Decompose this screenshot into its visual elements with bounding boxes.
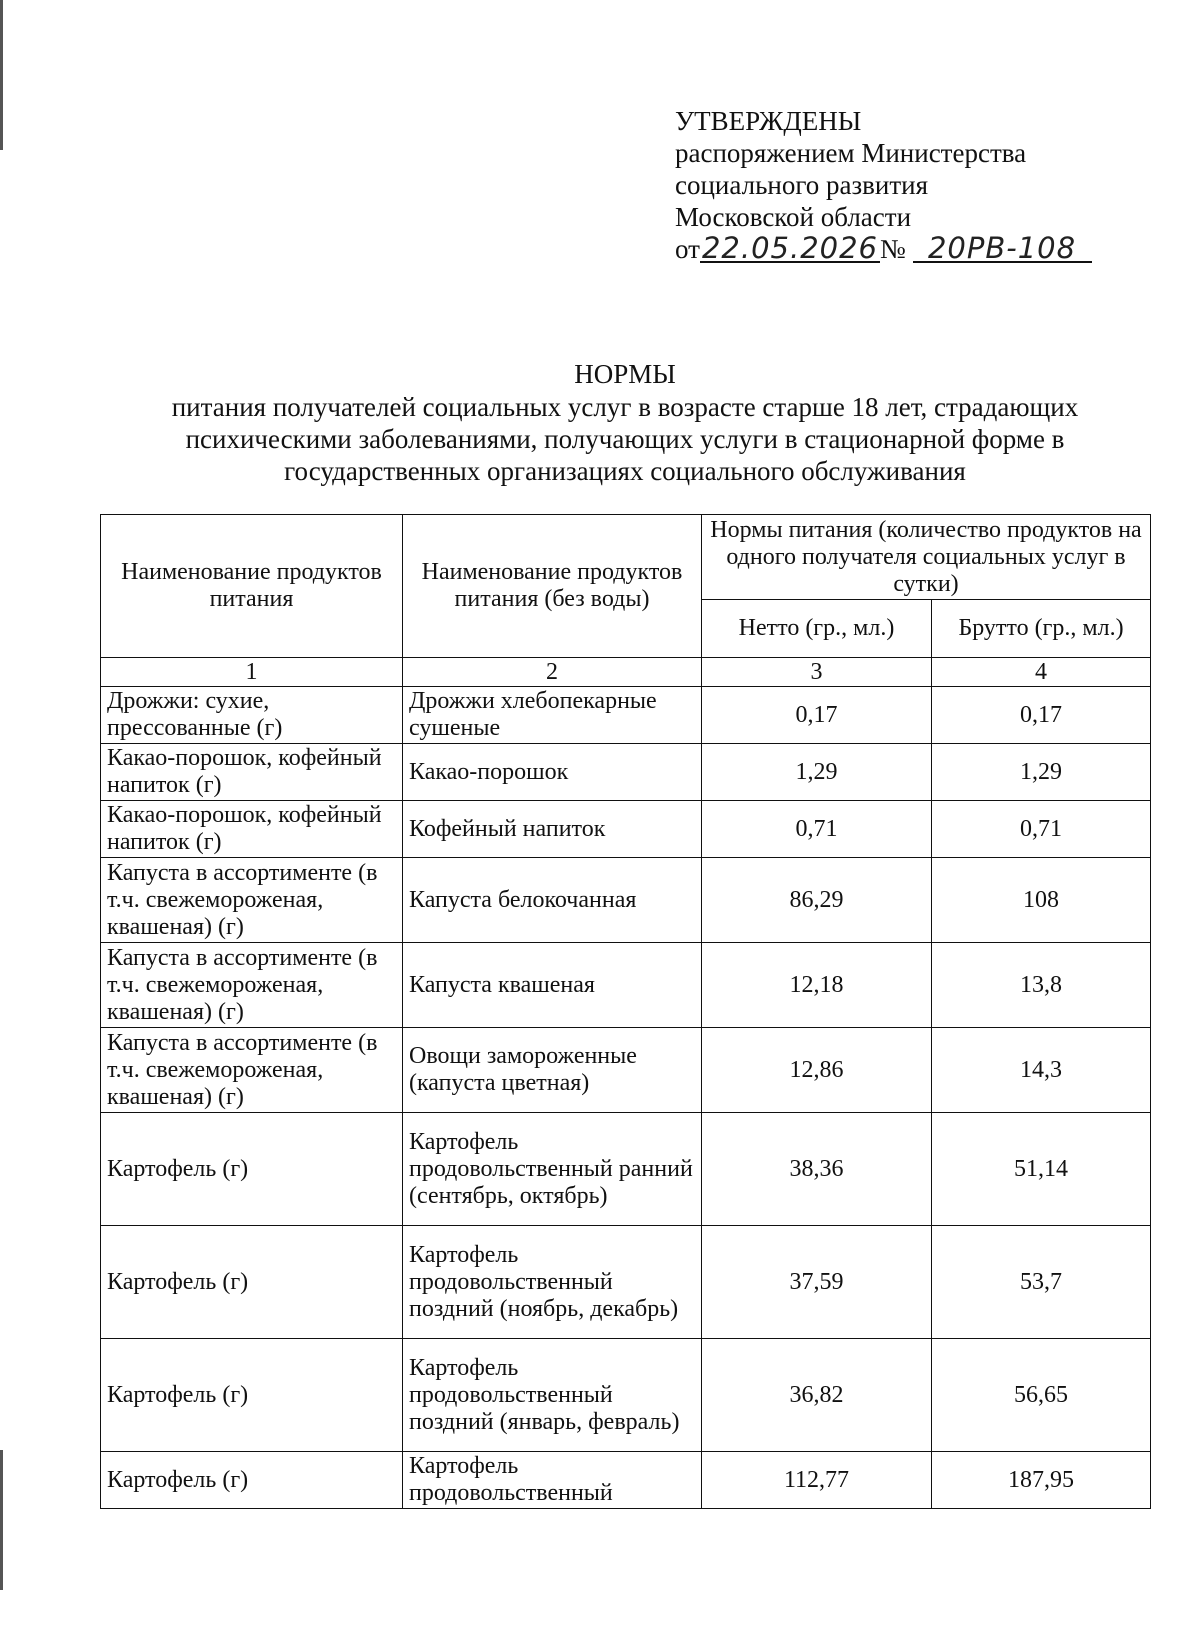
approval-line: распоряжением Министерства bbox=[675, 138, 1027, 168]
cell-netto: 12,18 bbox=[702, 943, 932, 1028]
cell-netto: 112,77 bbox=[702, 1452, 932, 1509]
table-row bbox=[101, 1028, 1151, 1113]
cell-brutto: 13,8 bbox=[932, 943, 1151, 1028]
cell-brutto: 1,29 bbox=[932, 744, 1151, 801]
cell-product-name: Картофель продовольственный поздний (январь, февраль) bbox=[403, 1339, 702, 1452]
handwritten-number: 20РВ-108 bbox=[913, 235, 1092, 263]
header-product-group: Наименование продуктов питания bbox=[101, 515, 403, 658]
scan-edge-mark bbox=[0, 0, 3, 150]
cell-product-name: Картофель продовольственный поздний (ноябрь, декабрь) bbox=[403, 1226, 702, 1339]
column-number-row bbox=[101, 658, 1151, 687]
cell-product-group: Капуста в ассортименте (в т.ч. свежемороженая, квашеная) (г) bbox=[101, 1028, 403, 1113]
cell-brutto: 14,3 bbox=[932, 1028, 1151, 1113]
approval-line: Московской области bbox=[675, 202, 912, 232]
table-row bbox=[101, 801, 1151, 858]
cell-netto: 37,59 bbox=[702, 1226, 932, 1339]
table-row bbox=[101, 1452, 1151, 1509]
cell-netto: 38,36 bbox=[702, 1113, 932, 1226]
cell-brutto: 108 bbox=[932, 858, 1151, 943]
cell-product-name: Картофель продовольственный ранний (сентябрь, октябрь) bbox=[403, 1113, 702, 1226]
cell-brutto: 56,65 bbox=[932, 1339, 1151, 1452]
cell-netto: 0,71 bbox=[702, 801, 932, 858]
scan-edge-mark bbox=[0, 1450, 3, 1590]
cell-brutto: 51,14 bbox=[932, 1113, 1151, 1226]
header-netto: Нетто (гр., мл.) bbox=[702, 600, 932, 658]
cell-product-name: Картофель продовольственный bbox=[403, 1452, 702, 1509]
column-number: 2 bbox=[403, 658, 702, 687]
document-title: НОРМЫ bbox=[574, 359, 676, 389]
table-row bbox=[101, 1339, 1151, 1452]
approval-stamp-block bbox=[675, 105, 1092, 265]
cell-brutto: 187,95 bbox=[932, 1452, 1151, 1509]
cell-product-group: Картофель (г) bbox=[101, 1339, 403, 1452]
header-product-name: Наименование продуктов питания (без воды) bbox=[403, 515, 702, 658]
cell-netto: 86,29 bbox=[702, 858, 932, 943]
document-title-block bbox=[100, 358, 1150, 487]
cell-netto: 1,29 bbox=[702, 744, 932, 801]
cell-product-group: Какао-порошок, кофейный напиток (г) bbox=[101, 801, 403, 858]
cell-product-group: Картофель (г) bbox=[101, 1226, 403, 1339]
number-sign: № bbox=[880, 234, 906, 264]
document-subtitle-line: психическими заболеваниями, получающих услуги в стационарной форме в bbox=[185, 424, 1065, 454]
table-row bbox=[101, 943, 1151, 1028]
header-norms: Нормы питания (количество продуктов на одного получателя социальных услуг в сутки) bbox=[702, 515, 1151, 600]
cell-product-name: Кофейный напиток bbox=[403, 801, 702, 858]
cell-product-name: Капуста квашеная bbox=[403, 943, 702, 1028]
handwritten-date: 22.05.2026 bbox=[701, 231, 878, 265]
table-row bbox=[101, 687, 1151, 744]
cell-product-group: Дрожжи: сухие, прессованные (г) bbox=[101, 687, 403, 744]
column-number: 4 bbox=[932, 658, 1151, 687]
cell-product-group: Какао-порошок, кофейный напиток (г) bbox=[101, 744, 403, 801]
table-header-row bbox=[101, 515, 1151, 600]
approval-heading: УТВЕРЖДЕНЫ bbox=[675, 106, 862, 136]
cell-product-name: Овощи замороженные (капуста цветная) bbox=[403, 1028, 702, 1113]
cell-brutto: 0,71 bbox=[932, 801, 1151, 858]
table-row bbox=[101, 858, 1151, 943]
table-row bbox=[101, 1113, 1151, 1226]
approval-date-line bbox=[675, 233, 1092, 265]
document-subtitle-line: питания получателей социальных услуг в возрасте старше 18 лет, страдающих bbox=[171, 392, 1079, 422]
cell-brutto: 0,17 bbox=[932, 687, 1151, 744]
approval-line: социального развития bbox=[675, 170, 929, 200]
column-number: 3 bbox=[702, 658, 932, 687]
nutrition-norms-table bbox=[100, 514, 1151, 1509]
cell-brutto: 53,7 bbox=[932, 1226, 1151, 1339]
cell-product-group: Картофель (г) bbox=[101, 1452, 403, 1509]
header-brutto: Брутто (гр., мл.) bbox=[932, 600, 1151, 658]
cell-netto: 36,82 bbox=[702, 1339, 932, 1452]
column-number: 1 bbox=[101, 658, 403, 687]
cell-netto: 0,17 bbox=[702, 687, 932, 744]
cell-product-name: Капуста белокочанная bbox=[403, 858, 702, 943]
date-prefix: от bbox=[675, 234, 700, 264]
document-subtitle-line: государственных организациях социального обслуживания bbox=[284, 456, 966, 486]
cell-product-group: Картофель (г) bbox=[101, 1113, 403, 1226]
table-row bbox=[101, 1226, 1151, 1339]
cell-product-name: Какао-порошок bbox=[403, 744, 702, 801]
cell-product-group: Капуста в ассортименте (в т.ч. свежемороженая, квашеная) (г) bbox=[101, 858, 403, 943]
cell-netto: 12,86 bbox=[702, 1028, 932, 1113]
cell-product-name: Дрожжи хлебопекарные сушеные bbox=[403, 687, 702, 744]
cell-product-group: Капуста в ассортименте (в т.ч. свежемороженая, квашеная) (г) bbox=[101, 943, 403, 1028]
table-row bbox=[101, 744, 1151, 801]
